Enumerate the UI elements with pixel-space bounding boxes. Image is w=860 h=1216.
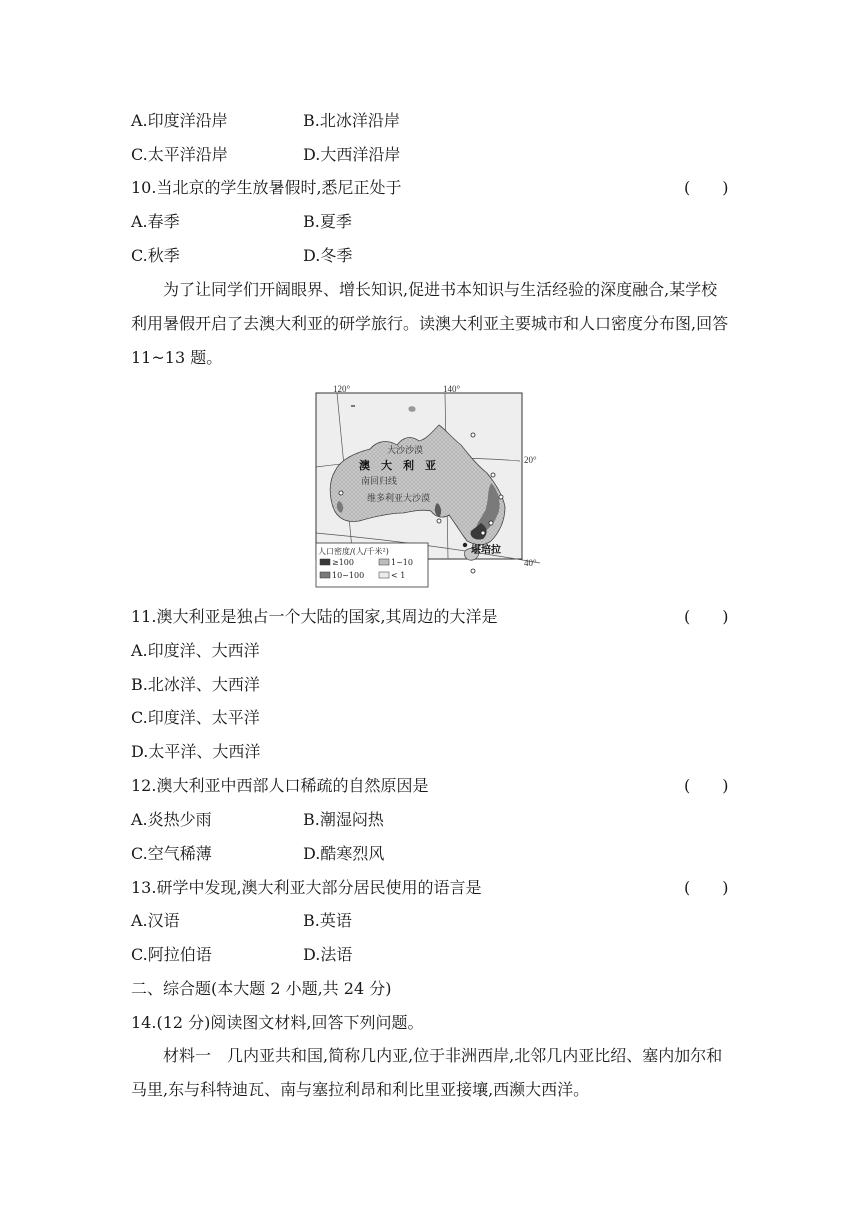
city-marker	[489, 521, 493, 525]
legend-label-100: ≥100	[332, 558, 354, 567]
q9-option-a: A.印度洋沿岸	[131, 111, 228, 130]
city-marker	[471, 433, 475, 437]
q10-option-a: A.春季	[131, 212, 180, 231]
q10-option-c: C.秋季	[131, 246, 180, 265]
lat-label-20: 20°	[524, 455, 537, 465]
legend-label-10-100: 10~100	[332, 571, 365, 580]
q14-stem: 14.(12 分)阅读图文材料,回答下列问题。	[131, 1013, 424, 1032]
q11-option-d: D.太平洋、大西洋	[131, 742, 261, 761]
label-tropic: 南回归线	[361, 477, 398, 487]
q12-answer-paren: ( )	[684, 776, 729, 795]
q10-answer-paren: ( )	[684, 178, 729, 197]
q12-option-b: B.潮湿闷热	[303, 810, 384, 829]
intro-paragraph: 为了让同学们开阔眼界、增长知识,促进书本知识与生活经验的深度融合,某学校利用暑假开启了去澳大利亚的研学旅行。读澳大利亚主要城市和人口密度分布图,回答 11~13 题。	[131, 280, 729, 367]
q11-answer-paren: ( )	[684, 607, 729, 626]
city-marker	[481, 531, 485, 535]
q9-option-d: D.大西洋沿岸	[303, 145, 401, 164]
q10-stem: 10.当北京的学生放暑假时,悉尼正处于	[131, 178, 402, 197]
legend-label-lt1: < 1	[391, 571, 406, 580]
australia-population-map	[315, 383, 545, 589]
q11-option-a: A.印度洋、大西洋	[131, 641, 260, 660]
label-great-sandy-desert: 大沙沙漠	[387, 446, 424, 456]
q10-option-b: B.夏季	[303, 212, 352, 231]
q13-option-d: D.法语	[303, 945, 353, 964]
legend-label-1-10: 1~10	[391, 558, 413, 567]
q13-option-c: C.阿拉伯语	[131, 945, 212, 964]
island-north	[408, 406, 415, 412]
legend-swatch-lt1	[379, 572, 389, 578]
island-small	[351, 405, 355, 407]
legend-swatch-100	[320, 559, 330, 565]
legend-swatch-1-10	[379, 559, 389, 565]
q11-option-c: C.印度洋、太平洋	[131, 708, 260, 727]
q12-option-c: C.空气稀薄	[131, 844, 212, 863]
q9-option-b: B.北冰洋沿岸	[303, 111, 400, 130]
q12-option-a: A.炎热少雨	[131, 810, 212, 829]
q13-option-b: B.英语	[303, 911, 352, 930]
city-marker	[491, 473, 495, 477]
city-marker	[471, 569, 475, 573]
city-marker	[437, 519, 441, 523]
q11-option-b: B.北冰洋、大西洋	[131, 675, 260, 694]
label-canberra: 堪培拉	[471, 545, 501, 556]
legend-swatch-10-100	[320, 572, 330, 578]
canberra-marker	[463, 543, 467, 547]
city-marker	[339, 491, 343, 495]
lon-label-120: 120°	[333, 384, 351, 394]
q9-option-c: C.太平洋沿岸	[131, 145, 228, 164]
lon-label-140: 140°	[443, 384, 461, 394]
q11-stem: 11.澳大利亚是独占一个大陆的国家,其周边的大洋是	[131, 607, 498, 626]
legend-title: 人口密度/(人/千米²)	[318, 547, 389, 556]
city-marker	[499, 495, 503, 499]
q12-option-d: D.酷寒烈风	[303, 844, 385, 863]
q13-option-a: A.汉语	[131, 911, 180, 930]
q12-stem: 12.澳大利亚中西部人口稀疏的自然原因是	[131, 776, 429, 795]
q13-answer-paren: ( )	[684, 878, 729, 897]
label-australia: 澳 大 利 亚	[359, 459, 436, 472]
lat-label-40: 40°	[524, 558, 537, 568]
label-great-victoria-desert: 维多利亚大沙漠	[367, 494, 431, 504]
q10-option-d: D.冬季	[303, 246, 353, 265]
section-2-title: 二、综合题(本大题 2 小题,共 24 分)	[131, 979, 392, 998]
q13-stem: 13.研学中发现,澳大利亚大部分居民使用的语言是	[131, 878, 482, 897]
q14-material-1: 材料一 几内亚共和国,简称几内亚,位于非洲西岸,北邻几内亚比绍、塞内加尔和马里,东与科特迪瓦、南与塞拉利昂和利比里亚接壤,西濒大西洋。	[131, 1046, 723, 1099]
